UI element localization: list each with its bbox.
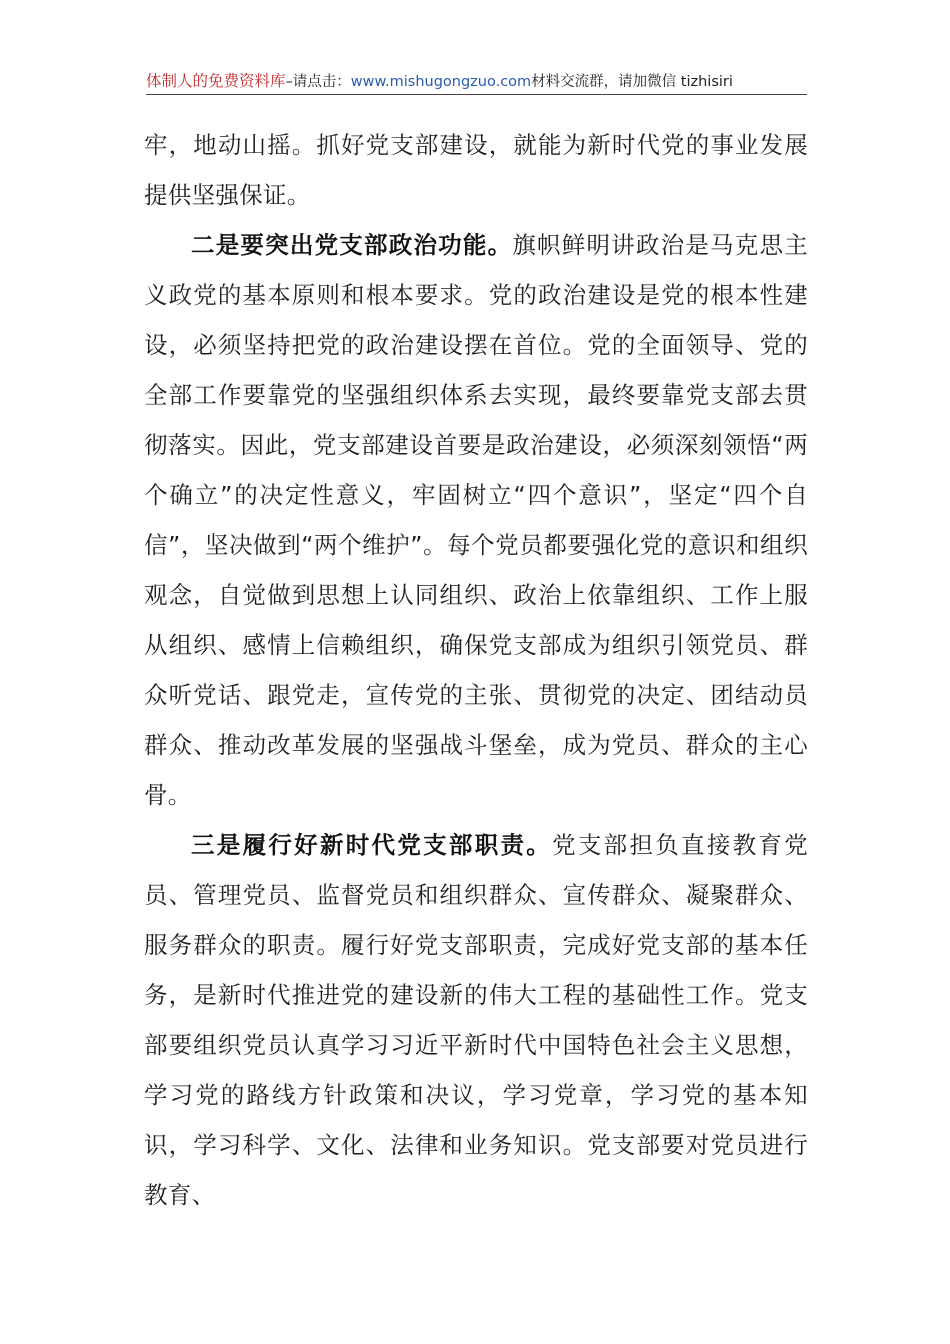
paragraph-heading: 二是要突出党支部政治功能。 bbox=[191, 231, 513, 259]
paragraph-text: 牢，地动山摇。抓好党支部建设，就能为新时代党的事业发展提供坚强保证。 bbox=[144, 131, 808, 209]
header-url-link[interactable]: www.mishugongzuo.com bbox=[350, 74, 532, 90]
document-body bbox=[144, 120, 808, 1220]
header-click-prompt: –请点击： bbox=[285, 74, 351, 90]
paragraph-text: 党支部担负直接教育党员、管理党员、监督党员和组织群众、宣传群众、凝聚群众、服务群众的职责。履行好党支部职责，完成好党支部的基本任务，是新时代推进党的建设新的伟大工程的基础性工作。党支部要组织党员认真学习习近平新时代中国特色社会主义思想，学习党的路线方针政策和决议，学习党章，学习党的基本知识，学习科学、文化、法律和业务知识。党支部要对党员进行教育、 bbox=[144, 831, 808, 1209]
paragraph-branch-duties bbox=[144, 820, 808, 1220]
paragraph-political-function bbox=[144, 220, 808, 820]
page-header bbox=[146, 70, 807, 95]
header-brand: 体制人的免费资料库 bbox=[146, 72, 286, 90]
paragraph-text: 旗帜鲜明讲政治是马克思主义政党的基本原则和根本要求。党的政治建设是党的根本性建设，必须坚持把党的政治建设摆在首位。党的全面领导、党的全部工作要靠党的坚强组织体系去实现，最终要靠党支部去贯彻落实。因此，党支部建设首要是政治建设，必须深刻领悟“两个确立”的决定性意义，牢固树立“四个意识”，坚定“四个自信”，坚决做到“两个维护”。每个党员都要强化党的意识和组织观念，自觉做到思想上认同组织、政治上依靠组织、工作上服从组织、感情上信赖组织，确保党支部成为组织引领党员、群众听党话、跟党走，宣传党的主张、贯彻党的决定、团结动员群众、推动改革发展的坚强战斗堡垒，成为党员、群众的主心骨。 bbox=[144, 231, 808, 809]
paragraph-continuation bbox=[144, 120, 808, 220]
header-contact-text: 材料交流群，请加微信 tizhisiri bbox=[531, 74, 733, 90]
paragraph-heading: 三是履行好新时代党支部职责。 bbox=[191, 831, 553, 859]
